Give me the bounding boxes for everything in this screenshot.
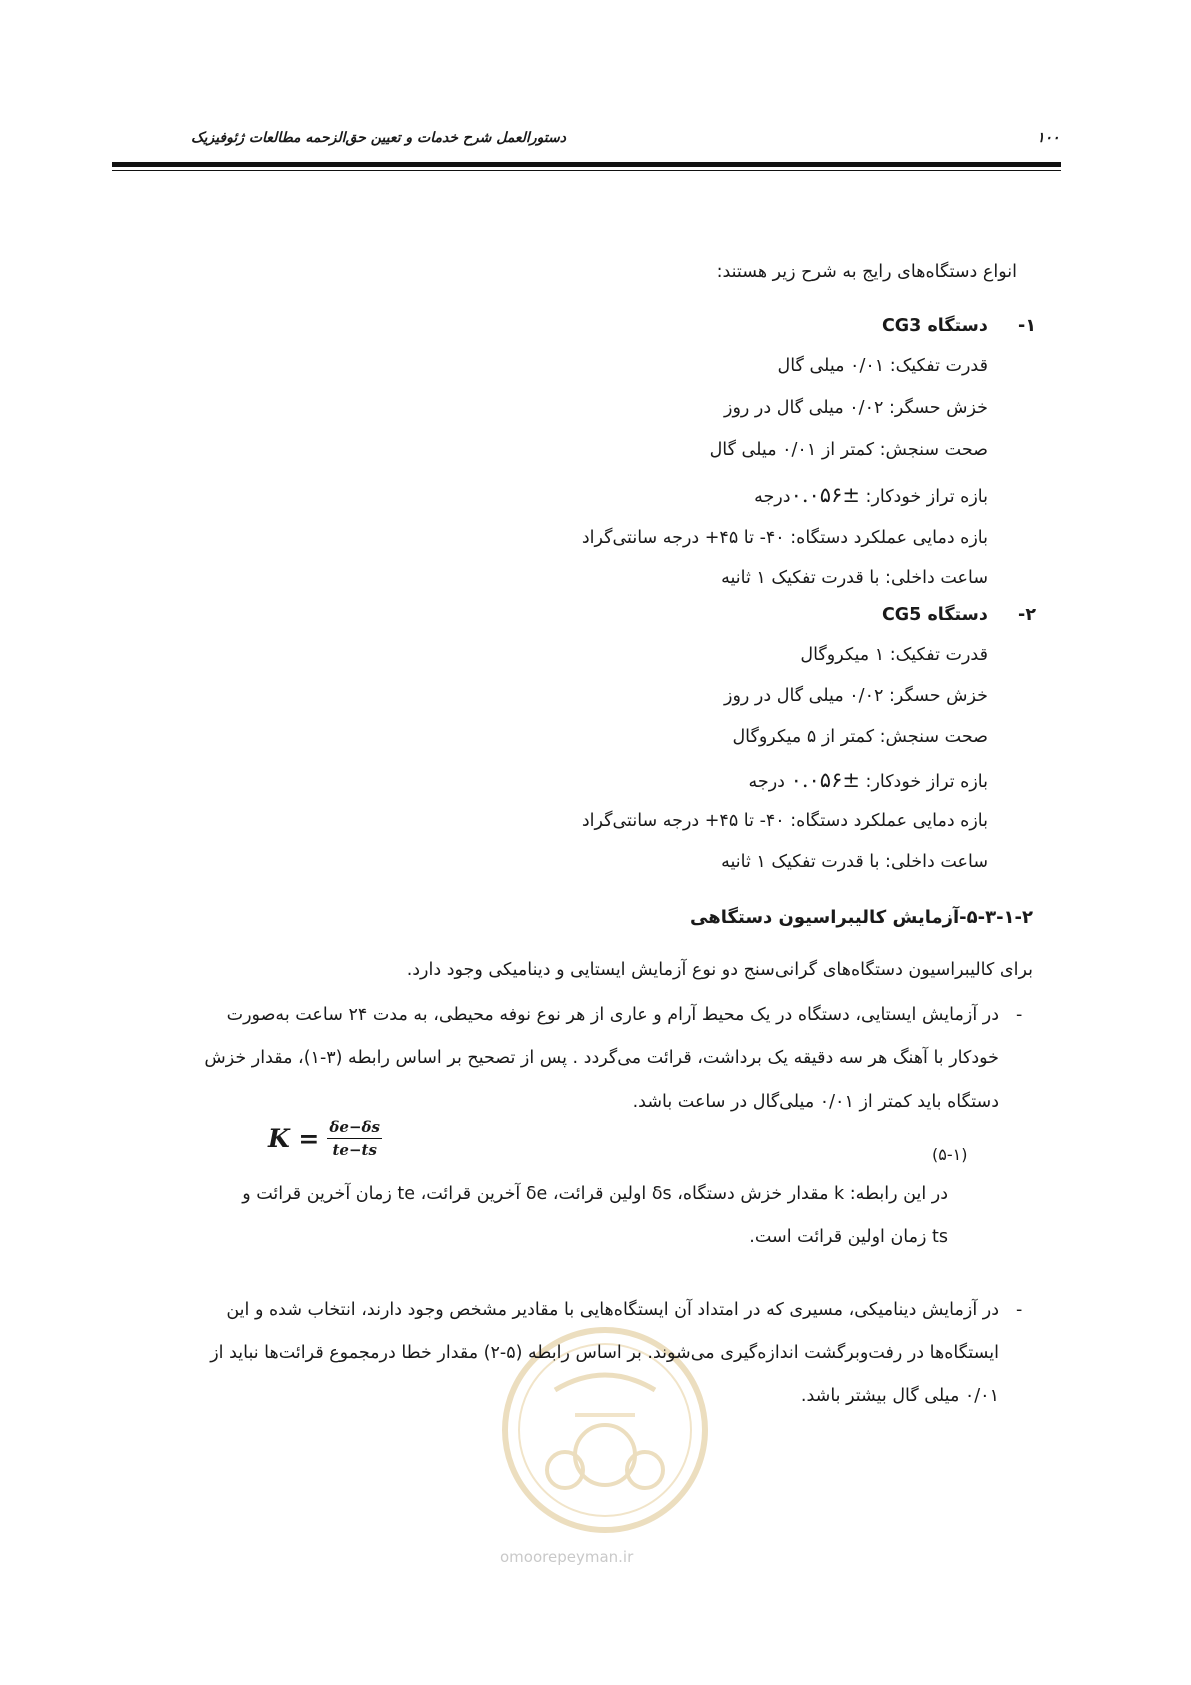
device1-accuracy: صحت سنجش: کمتر از ۰/۰۱ میلی گال — [709, 440, 988, 460]
header-rule-thin — [112, 170, 1061, 171]
watermark-text: omoorepeyman.ir — [500, 1548, 634, 1566]
dynamic-line-1: در آزمایش دینامیکی، مسیری که در امتداد آن ایستگاه‌هایی با مقادیر مشخص وجود دارند، انتخاب شده و این — [226, 1300, 999, 1320]
device1-heading — [882, 316, 1036, 336]
device2-tilt-suffix: درجه — [748, 772, 785, 792]
device2-clock: ساعت داخلی: با قدرت تفکیک ۱ ثانیه — [721, 852, 988, 872]
bullet-static: - — [1016, 1005, 1023, 1025]
device2-resolution: قدرت تفکیک: ۱ میکروگال — [800, 645, 988, 665]
page-number: ۱۰۰ — [1037, 130, 1060, 146]
device1-model: CG3 — [881, 316, 922, 336]
device1-clock: ساعت داخلی: با قدرت تفکیک ۱ ثانیه — [721, 568, 988, 588]
running-header-title: دستورالعمل شرح خدمات و تعیین حق‌الزحمه مطالعات ژئوفیزیک — [191, 130, 566, 146]
device2-number: ۲- — [1018, 605, 1036, 625]
static-line-3: دستگاه باید کمتر از ۰/۰۱ میلی‌گال در ساعت باشد. — [632, 1092, 999, 1112]
device2-accuracy: صحت سنجش: کمتر از ۵ میکروگال — [732, 727, 988, 747]
device2-tilt — [749, 768, 988, 792]
device2-temp: بازه دمایی عملکرد دستگاه: ۴۰- تا ۴۵+ درجه سانتی‌گراد — [581, 811, 988, 831]
static-line-2: خودکار با آهنگ هر سه دقیقه یک برداشت، قرائت می‌گردد . پس از تصحیح بر اساس رابطه (۳-۱)، مقدار خزش — [204, 1048, 999, 1068]
section-intro: برای کالیبراسیون دستگاه‌های گرانی‌سنج دو نوع آزمایش ایستایی و دینامیکی وجود دارد. — [406, 960, 1033, 980]
dynamic-line-3: ۰/۰۱ میلی گال بیشتر باشد. — [800, 1386, 999, 1406]
equation-number: (۵-۱) — [932, 1145, 968, 1164]
definition-line-1: در این رابطه: k مقدار خزش دستگاه، δs اولین قرائت، δe آخرین قرائت، te زمان آخرین قرائت و — [242, 1184, 948, 1204]
header-rule-thick — [112, 162, 1061, 167]
intro-text: انواع دستگاه‌های رایج به شرح زیر هستند: — [716, 262, 1017, 282]
static-line-1: در آزمایش ایستایی، دستگاه در یک محیط آرام و عاری از هر نوع نوفه محیطی، به مدت ۲۴ ساعت به‌صورت — [226, 1005, 999, 1025]
device1-drift: خزش حسگر: ۰/۰۲ میلی گال در روز — [724, 398, 988, 418]
equation-numerator: δe−δs — [327, 1118, 382, 1139]
definition-line-2: ts زمان اولین قرائت است. — [749, 1227, 948, 1247]
dynamic-line-2: ایستگاه‌ها در رفت‌وبرگشت اندازه‌گیری می‌شوند. بر اساس رابطه (۵-۲) مقدار خطا درمجموع قرائت‌ها نباید از — [210, 1343, 999, 1363]
equation-lhs: K = — [268, 1124, 320, 1153]
device1-resolution: قدرت تفکیک: ۰/۰۱ میلی گال — [777, 356, 988, 376]
device1-tilt-value: ±۰.۰۵۶ — [790, 483, 860, 507]
device2-model: CG5 — [881, 605, 922, 625]
device1-label: دستگاه — [927, 316, 988, 336]
section-heading: ۵-۳-۱-۲-آزمایش کالیبراسیون دستگاهی — [690, 907, 1033, 928]
equation-denominator: te−ts — [332, 1141, 377, 1159]
device2-label: دستگاه — [927, 605, 988, 625]
device1-tilt — [754, 483, 988, 507]
bullet-dynamic: - — [1016, 1300, 1023, 1320]
drift-equation — [268, 1118, 382, 1159]
device2-heading — [882, 605, 1036, 625]
device2-tilt-prefix: بازه تراز خودکار: — [865, 772, 988, 792]
device1-tilt-prefix: بازه تراز خودکار: — [865, 487, 988, 507]
equation-fraction — [327, 1118, 382, 1159]
device2-drift: خزش حسگر: ۰/۰۲ میلی گال در روز — [724, 686, 988, 706]
device2-tilt-value: ±۰.۰۵۶ — [790, 768, 860, 792]
device1-temp: بازه دمایی عملکرد دستگاه: ۴۰- تا ۴۵+ درجه سانتی‌گراد — [581, 528, 988, 548]
device1-tilt-suffix: درجه — [754, 487, 791, 507]
device1-number: ۱- — [1018, 316, 1036, 336]
